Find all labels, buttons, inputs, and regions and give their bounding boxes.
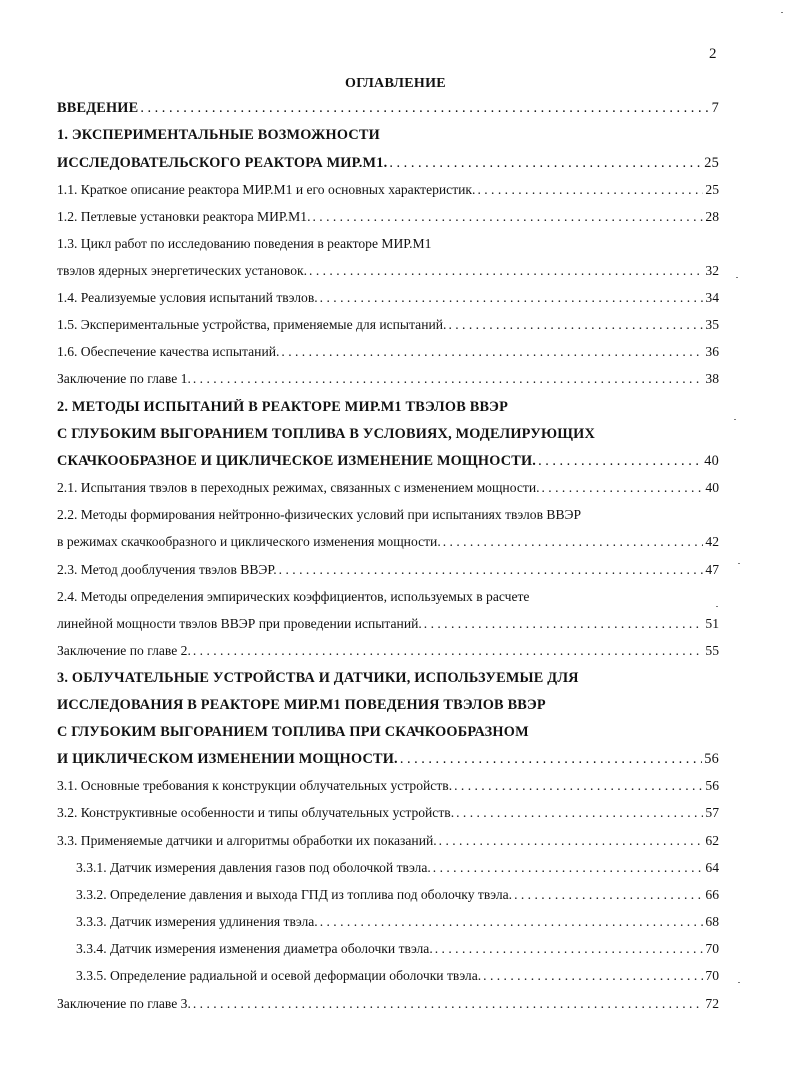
toc-entry-2-1[interactable] (57, 480, 719, 502)
toc-entry-page: 56 (705, 778, 719, 793)
toc-entry-text: 3.3.4. Датчик измерения изменения диаметра оболочки твэла. (76, 941, 433, 956)
toc-entry-page: 40 (705, 480, 719, 495)
toc-entry-chapter-3-cont[interactable] (57, 751, 719, 773)
toc-entry-text: 3.3.1. Датчик измерения давления газов под оболочкой твэла. (76, 860, 431, 875)
toc-entry-3-3-5[interactable] (76, 968, 719, 990)
toc-entry-page: 36 (705, 344, 719, 359)
toc-entry-conclusion-2[interactable] (57, 643, 719, 665)
toc-entry-text: 2.2. Методы формирования нейтронно-физических условий при испытаниях твэлов ВВЭР (57, 507, 582, 522)
toc-entry-page: 42 (705, 534, 719, 549)
toc-dot-leader (514, 887, 703, 903)
toc-entry-3-3-3[interactable] (76, 914, 719, 936)
toc-entry-text: 1.5. Экспериментальные устройства, применяемые для испытаний. (57, 317, 447, 332)
toc-entry-page: 32 (705, 263, 719, 278)
toc-entry-2-3[interactable] (57, 562, 719, 584)
toc-entry-text: Заключение по главе 3. (57, 996, 191, 1011)
page-title: ОГЛАВЛЕНИЕ (345, 76, 446, 91)
toc-entry-text: 3. ОБЛУЧАТЕЛЬНЫЕ УСТРОЙСТВА И ДАТЧИКИ, ИСПОЛЬЗУЕМЫЕ ДЛЯ (57, 670, 579, 686)
toc-entry-text: 2.4. Методы определения эмпирических коэффициентов, используемых в расчете (57, 589, 530, 604)
toc-dot-leader (424, 616, 704, 632)
toc-dot-leader (320, 290, 704, 306)
toc-entry-text: 2. МЕТОДЫ ИСПЫТАНИЙ В РЕАКТОРЕ МИР.М1 ТВЭЛОВ ВВЭР (57, 399, 509, 415)
toc-entry-chapter-2-cont[interactable] (57, 426, 719, 448)
toc-entry-text: 1.1. Краткое описание реактора МИР.М1 и его основных характеристик. (57, 182, 476, 197)
toc-entry-text: в режимах скачкообразного и циклического изменения мощности. (57, 534, 441, 549)
toc-entry-text: 2.3. Метод дооблучения твэлов ВВЭР. (57, 562, 277, 577)
toc-entry-page: 47 (705, 562, 719, 577)
toc-dot-leader (193, 996, 704, 1012)
toc-entry-text: 1. ЭКСПЕРИМЕНТАЛЬНЫЕ ВОЗМОЖНОСТИ (57, 127, 380, 143)
toc-entry-chapter-3-cont[interactable] (57, 697, 719, 719)
toc-dot-leader (309, 263, 703, 279)
toc-entry-chapter-1[interactable] (57, 127, 719, 149)
toc-entry-1-1[interactable] (57, 182, 719, 204)
toc-entry-1-3-cont[interactable] (57, 263, 719, 285)
scan-speck (716, 606, 718, 607)
toc-entry-text: линейной мощности твэлов ВВЭР при проведении испытаний. (57, 616, 422, 631)
scan-speck (734, 419, 736, 420)
toc-dot-leader (279, 562, 704, 578)
toc-entry-page: 62 (705, 833, 719, 848)
toc-entry-chapter-3-cont[interactable] (57, 724, 719, 746)
toc-dot-leader (439, 833, 704, 849)
toc-dot-leader (193, 643, 704, 659)
toc-entry-text: твэлов ядерных энергетических установок. (57, 263, 308, 278)
toc-entry-2-2-cont[interactable] (57, 534, 719, 556)
toc-entry-1-3[interactable] (57, 236, 719, 258)
toc-dot-leader (400, 751, 702, 768)
toc-entry-page: 38 (705, 371, 719, 386)
toc-entry-page: 55 (705, 643, 719, 658)
toc-entry-page: 40 (704, 453, 719, 469)
scan-speck (781, 12, 783, 13)
toc-entry-page: 57 (705, 805, 719, 820)
toc-entry-text: ИССЛЕДОВАНИЯ В РЕАКТОРЕ МИР.М1 ПОВЕДЕНИЯ ТВЭЛОВ ВВЭР (57, 697, 546, 713)
toc-entry-page: 7 (711, 100, 719, 116)
toc-dot-leader (435, 941, 704, 957)
toc-entry-page: 28 (705, 209, 719, 224)
toc-entry-page: 68 (705, 914, 719, 929)
toc-entry-3-1[interactable] (57, 778, 719, 800)
toc-entry-3-3[interactable] (57, 833, 719, 855)
toc-entry-3-3-4[interactable] (76, 941, 719, 963)
toc-entry-page: 35 (705, 317, 719, 332)
toc-entry-text: Заключение по главе 2. (57, 643, 191, 658)
toc-entry-text: 1.3. Цикл работ по исследованию поведения в реакторе МИР.М1 (57, 236, 432, 251)
toc-entry-conclusion-3[interactable] (57, 996, 719, 1018)
toc-dot-leader (140, 100, 709, 117)
toc-dot-leader (542, 480, 704, 496)
toc-entry-page: 64 (705, 860, 719, 875)
toc-dot-leader (320, 914, 704, 930)
toc-dot-leader (443, 534, 704, 550)
toc-entry-text: 1.2. Петлевые установки реактора МИР.М1. (57, 209, 311, 224)
toc-entry-text: СКАЧКООБРАЗНОЕ И ЦИКЛИЧЕСКОЕ ИЗМЕНЕНИЕ МОЩНОСТИ. (57, 453, 537, 469)
toc-entry-text: 2.1. Испытания твэлов в переходных режимах, связанных с изменением мощности. (57, 480, 540, 495)
toc-dot-leader (312, 209, 703, 225)
toc-entry-1-5[interactable] (57, 317, 719, 339)
scan-speck (738, 563, 740, 564)
toc-dot-leader (454, 778, 703, 794)
toc-entry-text: 3.2. Конструктивные особенности и типы облучательных устройств. (57, 805, 455, 820)
toc-entry-text: 3.3.3. Датчик измерения удлинения твэла. (76, 914, 318, 929)
toc-entry-text: 3.3.5. Определение радиальной и осевой деформации оболочки твэла. (76, 968, 482, 983)
toc-entry-text: 1.4. Реализуемые условия испытаний твэлов. (57, 290, 318, 305)
toc-entry-text: ВВЕДЕНИЕ (57, 100, 139, 116)
toc-entry-page: 51 (705, 616, 719, 631)
toc-entry-text: И ЦИКЛИЧЕСКОМ ИЗМЕНЕНИИ МОЩНОСТИ. (57, 751, 398, 767)
toc-dot-leader (433, 860, 704, 876)
toc-entry-2-4-cont[interactable] (57, 616, 719, 638)
scan-speck (736, 277, 738, 278)
toc-entry-page: 66 (705, 887, 719, 902)
toc-entry-3-2[interactable] (57, 805, 719, 827)
toc-entry-text: 3.1. Основные требования к конструкции облучательных устройств. (57, 778, 453, 793)
toc-entry-1-4[interactable] (57, 290, 719, 312)
toc-dot-leader (477, 182, 703, 198)
toc-entry-chapter-3[interactable] (57, 670, 719, 692)
toc-dot-leader (281, 344, 703, 360)
toc-entry-conclusion-1[interactable] (57, 371, 719, 393)
toc-dot-leader (389, 155, 702, 172)
toc-entry-1-6[interactable] (57, 344, 719, 366)
toc-entry-text: 3.3. Применяемые датчики и алгоритмы обработки их показаний. (57, 833, 437, 848)
toc-entry-text: 3.3.2. Определение давления и выхода ГПД из топлива под оболочку твэла. (76, 887, 513, 902)
toc-entry-introduction[interactable] (57, 100, 719, 122)
toc-entry-text: ИССЛЕДОВАТЕЛЬСКОГО РЕАКТОРА МИР.М1. (57, 155, 388, 171)
toc-entry-page: 25 (704, 155, 719, 171)
toc-dot-leader (448, 317, 703, 333)
toc-entry-3-3-1[interactable] (76, 860, 719, 882)
scan-speck (738, 982, 740, 983)
toc-dot-leader (193, 371, 704, 387)
toc-entry-page: 34 (705, 290, 719, 305)
toc-entry-text: 1.6. Обеспечение качества испытаний. (57, 344, 280, 359)
toc-entry-text: С ГЛУБОКИМ ВЫГОРАНИЕМ ТОПЛИВА В УСЛОВИЯХ, МОДЕЛИРУЮЩИХ (57, 426, 595, 442)
toc-dot-leader (456, 805, 703, 821)
page-number: 2 (709, 46, 717, 62)
toc-entry-chapter-2-cont[interactable] (57, 453, 719, 475)
toc-entry-page: 70 (705, 968, 719, 983)
toc-entry-page: 56 (704, 751, 719, 767)
toc-entry-text: Заключение по главе 1. (57, 371, 191, 386)
toc-entry-3-3-2[interactable] (76, 887, 719, 909)
toc-entry-page: 25 (705, 182, 719, 197)
toc-entry-2-4[interactable] (57, 589, 719, 611)
toc-entry-page: 70 (705, 941, 719, 956)
toc-dot-leader (483, 968, 703, 984)
toc-dot-leader (538, 453, 702, 470)
toc-entry-text: С ГЛУБОКИМ ВЫГОРАНИЕМ ТОПЛИВА ПРИ СКАЧКООБРАЗНОМ (57, 724, 529, 740)
toc-entry-page: 72 (705, 996, 719, 1011)
toc-entry-1-2[interactable] (57, 209, 719, 231)
toc-entry-chapter-1-cont[interactable] (57, 155, 719, 177)
toc-entry-chapter-2[interactable] (57, 399, 719, 421)
toc-entry-2-2[interactable] (57, 507, 719, 529)
